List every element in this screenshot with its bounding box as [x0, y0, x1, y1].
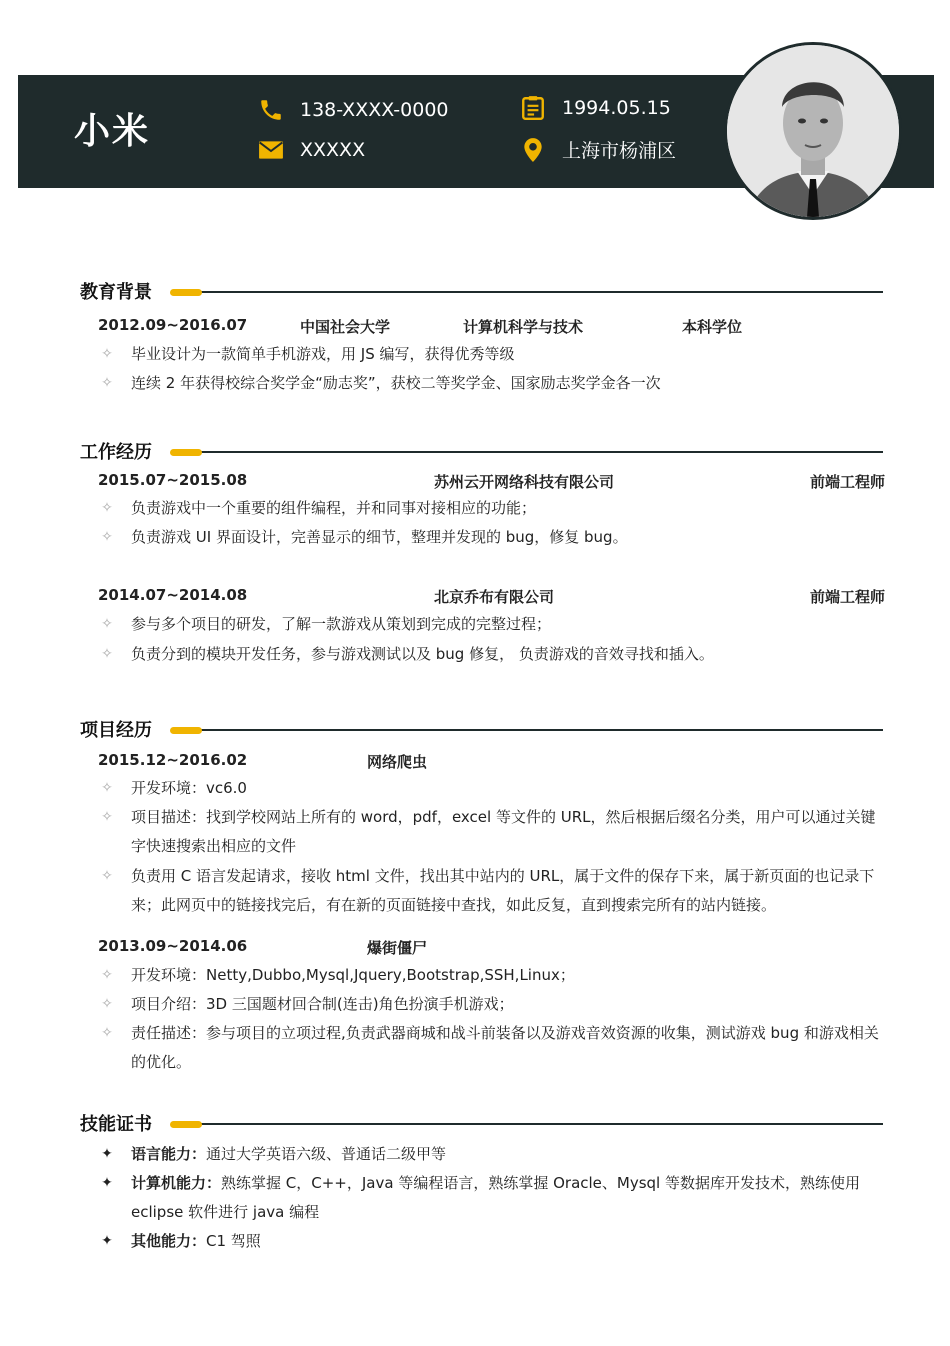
job-role: 前端工程师: [809, 588, 885, 606]
section-title-skills: 技能证书: [80, 1114, 152, 1135]
section-title-projects: 项目经历: [80, 720, 152, 741]
bullet-icon: ✧: [101, 346, 113, 362]
bullet-icon: ✧: [101, 616, 113, 632]
job-period: 2014.07~2014.08: [98, 586, 248, 604]
location-info: [520, 136, 676, 163]
skill-text: 通过大学英语六级、普通话二级甲等: [206, 1145, 447, 1163]
bullet-icon: ✧: [101, 529, 113, 545]
bullet-icon: ✧: [101, 1025, 113, 1041]
education-period: 2012.09~2016.07: [98, 316, 248, 334]
bullet-icon: ✧: [101, 996, 113, 1012]
list-item: 负责分到的模块开发任务，参与游戏测试以及 bug 修复， 负责游戏的音效寻找和插入。: [131, 645, 714, 663]
section-accent: [170, 449, 202, 456]
list-item: 负责游戏 UI 界面设计，完善显示的细节，整理并发现的 bug，修复 bug。: [131, 528, 628, 546]
bullet-icon: ✧: [101, 780, 113, 796]
job-period: 2015.07~2015.08: [98, 471, 248, 489]
section-title-education: 教育背景: [80, 282, 152, 303]
section-divider: [200, 291, 883, 293]
skill-item: [131, 1169, 886, 1227]
bullet-icon: ✦: [101, 1175, 113, 1191]
phone-info: [258, 97, 449, 123]
education-major: 计算机科学与技术: [463, 318, 584, 336]
list-item: 项目介绍：3D 三国题材回合制(连击)角色扮演手机游戏；: [131, 995, 514, 1013]
bullet-icon: ✧: [101, 500, 113, 516]
project-name: 网络爬虫: [367, 753, 428, 771]
list-item: 开发环境：vc6.0: [131, 779, 247, 797]
skill-text: 熟练掌握 C，C++，Java 等编程语言，熟练掌握 Oracle、Mysql 等数据库开发技术，熟练使用 eclipse 软件进行 java 编程: [131, 1174, 860, 1221]
birth-date: 1994.05.15: [562, 97, 671, 119]
skill-text: C1 驾照: [206, 1232, 261, 1250]
section-title-work: 工作经历: [80, 442, 152, 463]
project-period: 2013.09~2014.06: [98, 937, 248, 955]
list-item: 项目描述：找到学校网站上所有的 word，pdf，excel 等文件的 URL，然后根据后缀名分类，用户可以通过关键字快速搜索出相应的文件: [131, 808, 876, 855]
bullet-icon: ✦: [101, 1233, 113, 1249]
bullet-icon: ✧: [101, 967, 113, 983]
section-accent: [170, 727, 202, 734]
skill-label: 计算机能力：: [131, 1174, 222, 1192]
location-pin-icon: [520, 137, 546, 163]
list-item: 毕业设计为一款简单手机游戏，用 JS 编写，获得优秀等级: [131, 345, 515, 363]
section-accent: [170, 1121, 202, 1128]
project-name: 爆街僵尸: [367, 939, 428, 957]
birth-info: [520, 95, 671, 121]
candidate-name: 小米: [74, 111, 151, 152]
list-item: 连续 2 年获得校综合奖学金“励志奖”，获校二等奖学金、国家励志奖学金各一次: [131, 374, 661, 392]
job-company: 苏州云开网络科技有限公司: [434, 473, 615, 491]
list-item: 参与多个项目的研发，了解一款游戏从策划到完成的完整过程；: [131, 615, 552, 633]
skill-label: 其他能力：: [131, 1232, 207, 1250]
portrait-icon: [727, 45, 899, 217]
bullet-icon: ✧: [101, 375, 113, 391]
education-degree: 本科学位: [682, 318, 743, 336]
job-role: 前端工程师: [809, 473, 885, 491]
skill-item: [131, 1227, 886, 1256]
section-divider: [200, 451, 883, 453]
phone-icon: [258, 97, 284, 123]
education-school: 中国社会大学: [300, 318, 391, 336]
bullet-icon: ✦: [101, 1146, 113, 1162]
email-info: [258, 137, 365, 163]
location-text: 上海市杨浦区: [562, 140, 677, 162]
bullet-icon: ✧: [101, 809, 113, 825]
list-item: 开发环境：Netty,Dubbo,Mysql,Jquery,Bootstrap,SSH,Linux；: [131, 966, 575, 984]
bullet-icon: ✧: [101, 646, 113, 662]
section-divider: [200, 1123, 883, 1125]
bullet-icon: ✧: [101, 868, 113, 884]
list-item: 负责用 C 语言发起请求，接收 html 文件，找出其中站内的 URL，属于文件的保存下来，属于新页面的也记录下来；此网页中的链接找完后，有在新的页面链接中查找，如此反复，直到搜索完所有的站内链接。: [131, 867, 875, 914]
project-period: 2015.12~2016.02: [98, 751, 248, 769]
skill-item: [131, 1140, 886, 1169]
section-divider: [200, 729, 883, 731]
job-company: 北京乔布有限公司: [434, 588, 555, 606]
list-item: 责任描述：参与项目的立项过程,负责武器商城和战斗前装备以及游戏音效资源的收集，测试游戏 bug 和游戏相关的优化。: [131, 1024, 879, 1071]
email-address: XXXXX: [300, 139, 366, 161]
calendar-icon: [520, 95, 546, 121]
list-item: 负责游戏中一个重要的组件编程，并和同事对接相应的功能；: [131, 499, 537, 517]
avatar: [724, 42, 902, 220]
section-accent: [170, 289, 202, 296]
mail-icon: [258, 137, 284, 163]
phone-number: 138-XXXX-0000: [300, 99, 449, 121]
skill-label: 语言能力：: [131, 1145, 207, 1163]
